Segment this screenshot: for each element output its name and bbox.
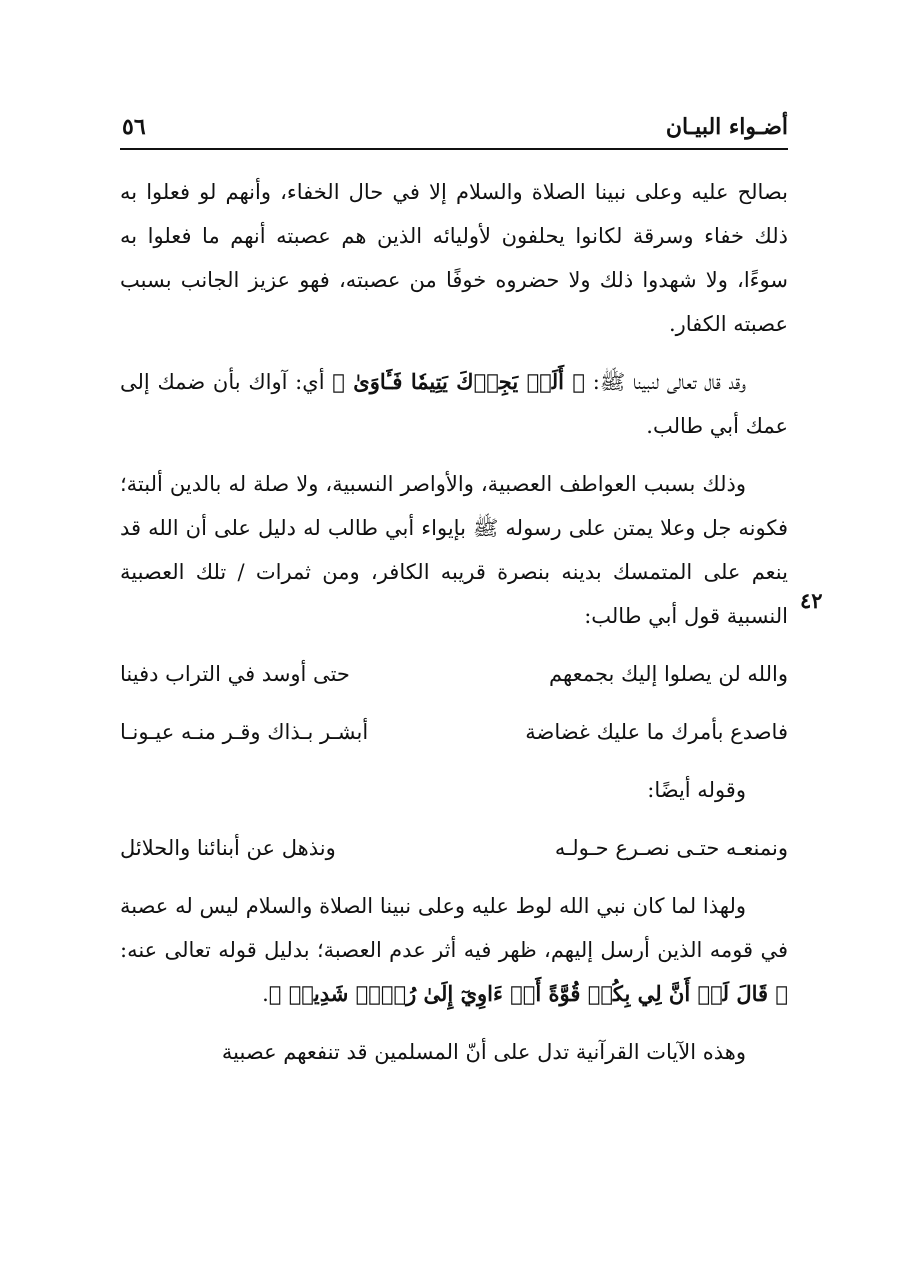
poem-line-1-first-hemistich: والله لن يصلوا إليك بجمعهم (549, 662, 788, 686)
poem-line-2-second-hemistich: أبشـر بـذاك وقـر منـه عيـونـا (120, 720, 369, 744)
poem-line-2 (120, 710, 788, 754)
paragraph-2 (120, 360, 788, 448)
poem-line-3-first-hemistich: ونمنعـه حتـى نصـرع حـولـه (554, 836, 788, 860)
paragraph-4-intro: ولهذا لما كان نبي الله لوط عليه وعلى نبينا الصلاة والسلام ليس له عصبة في قومه الذين أرسل إليهم، ظهر فيه أثر عدم العصبة؛ بدليل قوله تعالى عنه: (120, 894, 788, 962)
paragraph-2-intro: وقد قال تعالى لنبينا ﷺ: (585, 370, 747, 394)
margin-reference-number: ٤٢ (800, 588, 823, 613)
paragraph-4-tail: . (262, 982, 269, 1006)
page-number: ٥٦ (122, 114, 146, 140)
quran-verse: ﴿ أَلَمۡ يَجِدۡكَ يَتِيمٗا فَـَٔاوَىٰ ﴾ (332, 369, 586, 394)
paragraph-3-text: وذلك بسبب العواطف العصبية، والأواصر النسبية، ولا صلة له بالدين ألبتة؛ فكونه جل وعلا يمتن على رسوله ﷺ بإيواء أبي طالب له دليل على أن الله قد ينعم على المتمسك بدينه بنصرة قريبه الكافر، ومن ثمرات / تلك العصبية النسبية قول أبي طالب: (120, 472, 788, 628)
poem-line-1 (120, 652, 788, 696)
poem-line-1-second-hemistich: حتى أوسد في التراب دفينا (120, 662, 350, 686)
paragraph-2-tail: أي: آواك بأن ضمك إلى عمك أبي طالب. (120, 370, 788, 438)
poem-intro: وقوله أيضًا: (647, 778, 746, 802)
poem-line-3 (120, 826, 788, 870)
poem-line-2-first-hemistich: فاصدع بأمرك ما عليك غضاضة (525, 720, 788, 744)
paragraph-1: بصالح عليه وعلى نبينا الصلاة والسلام إلا في حال الخفاء، وأنهم لو فعلوا به ذلك خفاء وسرقة لكانوا يحلفون لأوليائه الذين هم عصبته أنهم ما فعلوا به سوءًا، ولا شهدوا ذلك ولا حضروه خوفًا من عصبته، فهو عزيز الجانب بسبب عصبته الكفار. (120, 180, 788, 336)
quran-verse: ﴿ قَالَ لَوۡ أَنَّ لِي بِكُمۡ قُوَّةً أَوۡ ءَاوِيٓ إِلَىٰ رُكۡنٖ شَدِيدٖ ﴾ (268, 981, 788, 1006)
paragraph-5-text: وهذه الآيات القرآنية تدل على أنّ المسلمين قد تنفعهم عصبية (221, 1040, 746, 1064)
poem-line-3-second-hemistich: ونذهل عن أبنائنا والحلائل (120, 836, 336, 860)
page-body (120, 170, 788, 1088)
paragraph-4 (120, 884, 788, 1016)
header-rule (120, 148, 788, 150)
paragraph-3 (120, 462, 788, 638)
paragraph-5 (120, 1030, 788, 1074)
running-title: أضـواء البيـان (665, 114, 788, 140)
page-header (122, 108, 788, 148)
